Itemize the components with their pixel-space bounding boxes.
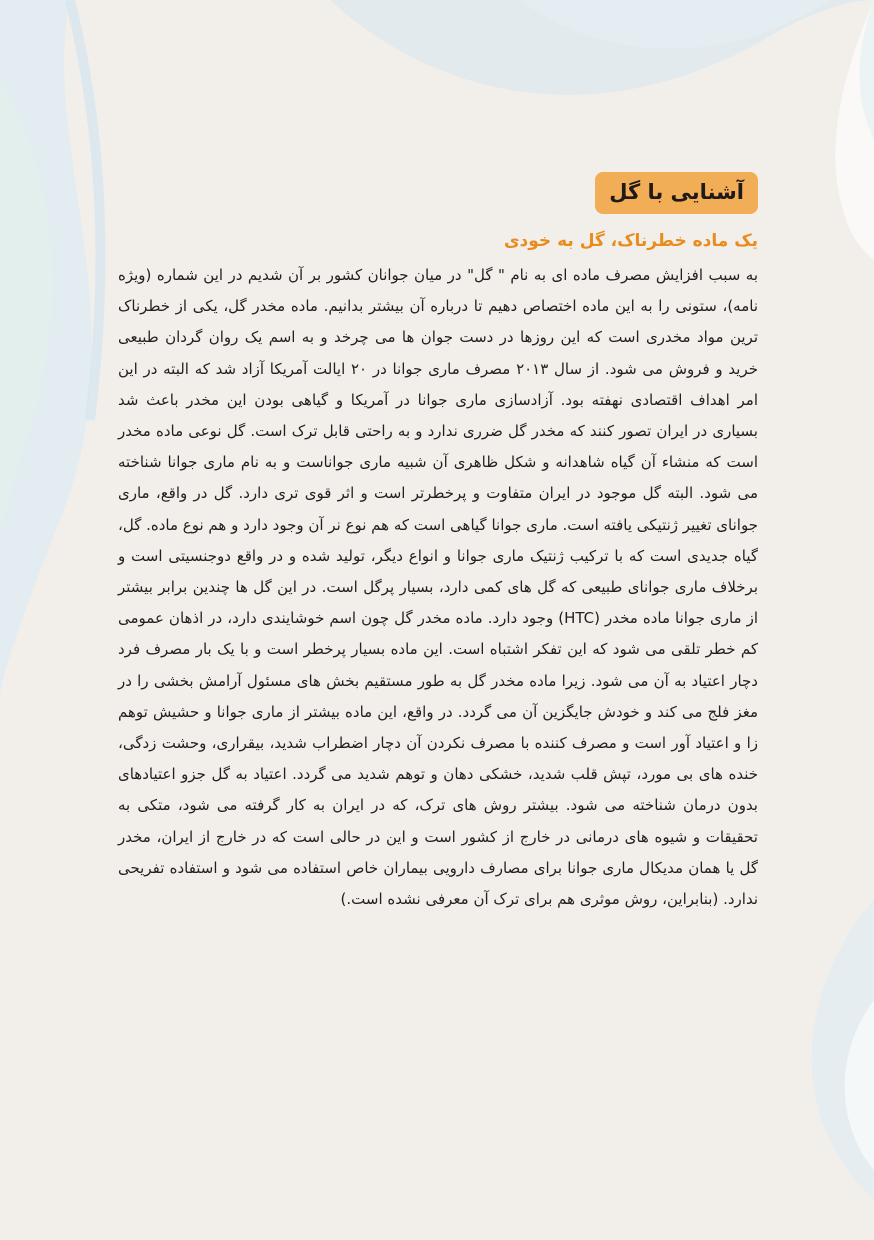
article-title: آشنایی با گل (595, 172, 758, 214)
article-body (118, 260, 758, 915)
article-subtitle: یک ماده خطرناک، گل به خودی (503, 231, 758, 251)
article (118, 172, 758, 915)
article-paragraph: به سبب افزایش مصرف ماده ای به نام " گل" در میان جوانان کشور بر آن شدیم در این شماره (ویژه نامه)، ستونی را به این ماده اختصاص دهیم تا درباره آن بیشتر بدانیم. ماده مخدر گل، یکی از خطرناک ترین مواد مخدری است که این روزها در دست جوان ها می چرخد و به اسم یک روان گردان طبیعی خرید و فروش می شود. از سال ۲۰۱۳ مصرف ماری جوانا در ۲۰ ایالت آمریکا آزاد شد که البته در این امر اهداف اقتصادی نهفته بود. آزادسازی ماری جوانا در آمریکا و گیاهی بودن این مخدر باعث شد بسیاری در ایران تصور کنند که مخدر گل ضرری ندارد و به راحتی قابل ترک است. گل نوعی ماده مخدر است که منشاء آن گیاه شاهدانه و شکل ظاهری آن شبیه ماری جواناست و به نام ماری جوانا شناخته می شود. البته گل موجود در ایران متفاوت و پرخطرتر است و اثر قوی تری دارد. گل در واقع، ماری جوانای تغییر ژنتیکی یافته است. ماری جوانا گیاهی است که هم نوع نر آن وجود دارد و هم نوع ماده. گل، گیاه جدیدی است که با ترکیب ژنتیک ماری جوانا و انواع دیگر، تولید شده و در واقع دوجنسیتی است و برخلاف ماری جوانای طبیعی که گل های کمی دارد، بسیار پرگل است. در این گل ها چندین برابر بیشتر از ماری جوانا ماده مخدر (HTC) وجود دارد. ماده مخدر گل چون اسم خوشایندی دارد، در اذهان عمومی کم خطر تلقی می شود که این تفکر اشتباه است. این ماده بسیار پرخطر است و با یک بار مصرف فرد دچار اعتیاد به آن می شود. زیرا ماده مخدر گل به طور مستقیم بخش های مسئول آرامش بخشی را در مغز فلج می کند و خودش جایگزین آن می گردد. در واقع، این ماده بیشتر از ماری جوانا و حشیش توهم زا و اعتیاد آور است و مصرف کننده با مصرف نکردن آن دچار اضطراب شدید، بیقراری، وحشت زدگی، خنده های بی مورد، تپش قلب شدید، خشکی دهان و توهم شدید می گردد. اعتیاد به گل جزو اعتیادهای بدون درمان شناخته می شود. بیشتر روش های ترک، که در ایران به کار گرفته می شود، متکی به تحقیقات و شیوه های درمانی در خارج از کشور است و این در حالی است که در خارج از ایران، مخدر گل یا همان مدیکال ماری جوانا برای مصارف دارویی بیماران خاص استفاده می شود و استفاده تفریحی ندارد. (بنابراین، روش موثری هم برای ترک آن معرفی نشده است.) (118, 266, 759, 909)
